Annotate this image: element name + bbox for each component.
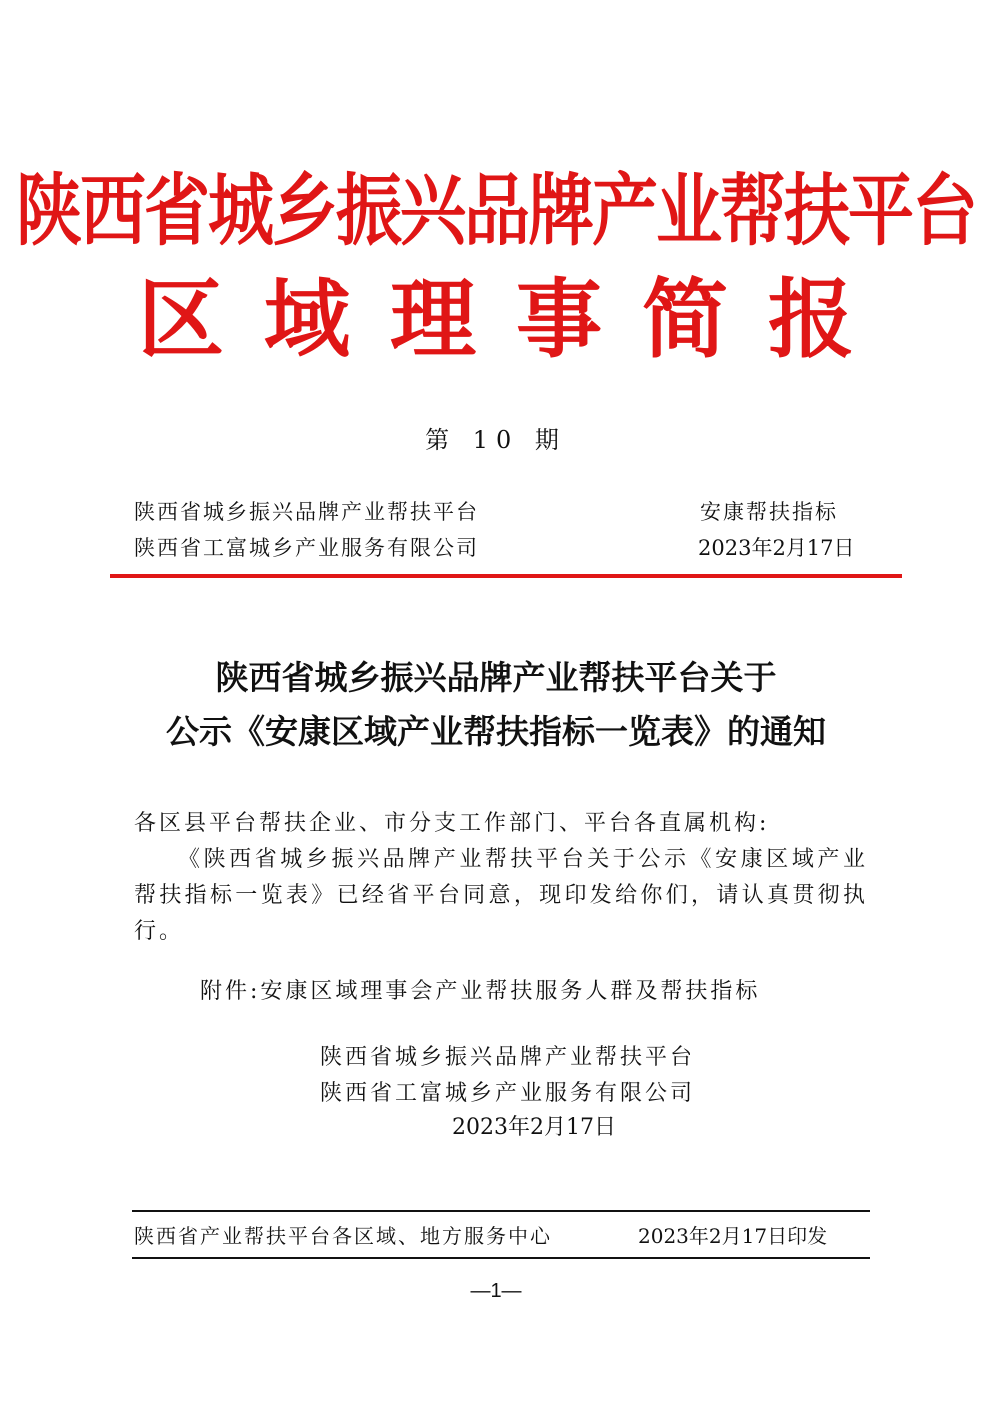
masthead-title-line1: 陕西省城乡振兴品牌产业帮扶平台 <box>16 164 976 257</box>
signature-org2: 陕西省工富城乡产业服务有限公司 <box>320 1081 696 1106</box>
issue-number: 第 10 期 <box>425 426 567 454</box>
page-number: —1— <box>470 1280 522 1302</box>
masthead-title-line2: 区域理事简报 <box>138 269 894 370</box>
red-divider <box>110 574 902 578</box>
footer-issue-date: 2023年2月17日印发 <box>638 1224 828 1248</box>
notice-title-line1: 陕西省城乡振兴品牌产业帮扶平台关于 <box>215 658 777 697</box>
signature-date: 2023年2月17日 <box>452 1115 616 1140</box>
body-paragraph: 《陕西省城乡振兴品牌产业帮扶平台关于公示《安康区域产业帮扶指标一览表》已经省平台同意，现印发给你们，请认真贯彻执行。 <box>134 847 868 944</box>
notice-title-line2: 公示《安康区域产业帮扶指标一览表》的通知 <box>166 712 826 751</box>
attachment-note: 附件:安康区域理事会产业帮扶服务人群及帮扶指标 <box>200 979 761 1004</box>
header-right-date: 2023年2月17日 <box>698 536 855 560</box>
signature-org1: 陕西省城乡振兴品牌产业帮扶平台 <box>320 1045 696 1070</box>
header-left-org1: 陕西省城乡振兴品牌产业帮扶平台 <box>134 500 479 524</box>
footer-rule-top <box>132 1210 870 1212</box>
footer-distribution: 陕西省产业帮扶平台各区域、地方服务中心 <box>134 1224 552 1248</box>
salutation: 各区县平台帮扶企业、市分支工作部门、平台各直属机构: <box>134 811 770 836</box>
footer-rule-bottom <box>132 1257 870 1259</box>
header-right-subject: 安康帮扶指标 <box>700 500 838 524</box>
header-left-org2: 陕西省工富城乡产业服务有限公司 <box>134 536 479 560</box>
